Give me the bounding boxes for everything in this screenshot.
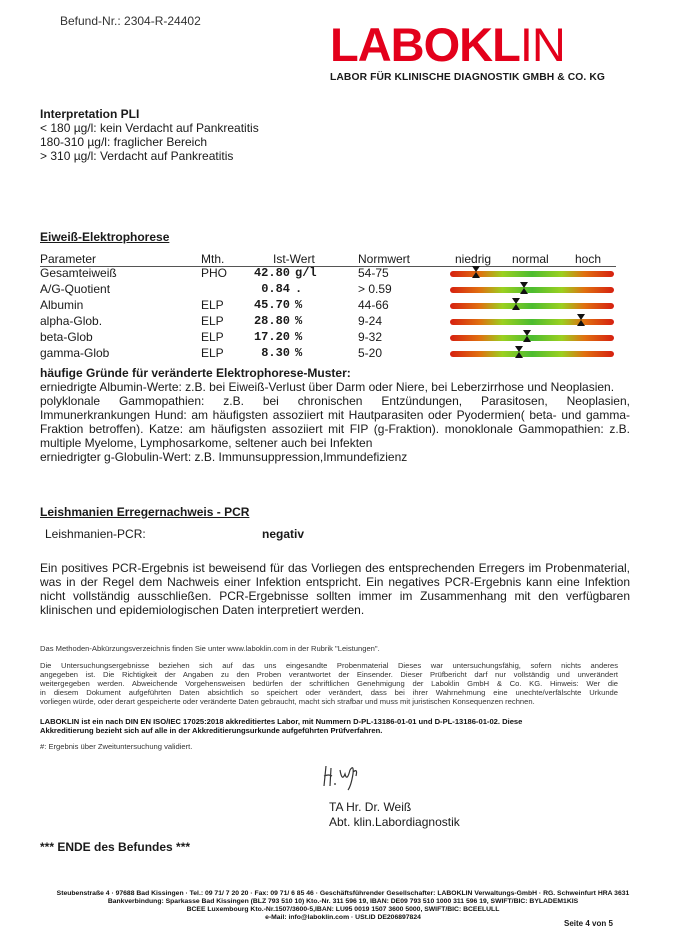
cell-unit: . bbox=[295, 282, 303, 296]
gruende-line: multiple Myelome, Lymphosarkome, seltener auch bei Infekten bbox=[40, 436, 373, 450]
akkreditierung-line: LABOKLIN ist ein nach DIN EN ISO/IEC 17025:2018 akkreditiertes Labor, mit Nummern D-PL-13186-01-01 und D-PL-13186-01-02. Diese bbox=[40, 717, 523, 726]
logo-word-bold: LABOKL bbox=[330, 18, 520, 71]
cell-parameter: beta-Glob bbox=[40, 330, 93, 344]
gruende-line: Fraktion betroffen). Katze: am häufigsten assoziiert mit FIP (g-Fraktion). monoklonale Gammopathien: z.B. bbox=[40, 422, 630, 436]
signature-name: TA Hr. Dr. Weiß bbox=[329, 800, 412, 814]
logo-wordmark bbox=[330, 20, 630, 70]
signature-dept: Abt. klin.Labordiagnostik bbox=[329, 815, 460, 829]
befund-number: Befund-Nr.: 2304-R-24402 bbox=[60, 14, 201, 28]
cell-ist: 0.84 bbox=[261, 282, 290, 296]
range-bar bbox=[450, 303, 614, 309]
cell-parameter: Gesamteiweiß bbox=[40, 266, 117, 280]
cell-ist: 8.30 bbox=[261, 346, 290, 360]
paragraph-line: was in der Regel dem Nachweis einer Infektion entspricht. Ein negatives PCR-Ergebnis kann eine Infektion bbox=[40, 575, 630, 589]
laboklin-logo bbox=[330, 20, 630, 83]
akkreditierung bbox=[40, 717, 618, 735]
table-row bbox=[40, 314, 620, 329]
col-normal: normal bbox=[512, 252, 549, 266]
page-number: Seite 4 von 5 bbox=[564, 919, 613, 928]
footer-line: BCEE Luxembourg Kto.-Nr.1507/3600-5,IBAN: LU95 0019 1507 3600 5000, SWIFT/BIC: BCEELULL bbox=[186, 906, 500, 913]
pli-line: 180-310 µg/l: fraglicher Bereich bbox=[40, 135, 208, 149]
cell-unit: % bbox=[295, 330, 303, 344]
cell-parameter: Albumin bbox=[40, 298, 84, 312]
gruende-line: polyklonale Gammopathien: z.B. bei chronischen Entzündungen, Parasitosen, Neoplasien, bbox=[40, 394, 630, 408]
gruende-line: Immunerkrankungen Hund: am häufigsten assoziiert mit Hautparasiten oder Pyodermien( beta- und gamma- bbox=[40, 408, 630, 422]
leishmanien-result: negativ bbox=[262, 527, 305, 541]
footer-line: Steubenstraße 4 · 97688 Bad Kissingen · Tel.: 09 71/ 7 20 20 · Fax: 09 71/ 6 85 46 · Geschäftsführender Gesellschafter: LABOKLIN Verwaltungs-GmbH · RG. Schweinfurt HRA 3631 bbox=[56, 890, 630, 897]
gruende-line: erniedrigte Albumin-Werte: z.B. bei Eiweiß-Verlust über Darm oder Niere, bei Leberzirrhose und Neoplasien. bbox=[40, 380, 615, 394]
col-norm: Normwert bbox=[358, 252, 411, 266]
col-mth: Mth. bbox=[201, 252, 225, 266]
cell-mth: ELP bbox=[201, 346, 224, 360]
gruende-section bbox=[40, 366, 630, 464]
logo-subtitle: LABOR FÜR KLINISCHE DIAGNOSTIK GMBH & CO. KG bbox=[330, 72, 605, 83]
range-bar bbox=[450, 271, 614, 277]
range-bar bbox=[450, 319, 614, 325]
paragraph-line: Ein positives PCR-Ergebnis ist beweisend für das Vorliegen des entsprechenden Erregers im Probenmaterial, bbox=[40, 561, 630, 575]
range-bar bbox=[450, 335, 614, 341]
cell-ist: 42.80 bbox=[253, 266, 290, 280]
cell-norm: 44-66 bbox=[358, 298, 389, 312]
elektrophorese-title: Eiweiß-Elektrophorese bbox=[40, 230, 170, 244]
cell-ist: 28.80 bbox=[253, 314, 290, 328]
cell-norm: 54-75 bbox=[358, 266, 389, 280]
cell-mth: ELP bbox=[201, 298, 224, 312]
paragraph-line: nicht vollständig ausschließen. PCR-Ergebnisse sollten immer im Zusammenhang mit den verfügbaren bbox=[40, 589, 630, 603]
footer-line: Bankverbindung: Sparkasse Bad Kissingen (BLZ 793 510 10) Kto.-Nr. 311 596 19, IBAN: DE09 793 510 1000 311 596 19, SWIFT/BIC: BYLADEM1KIS bbox=[107, 898, 579, 905]
leishmanien-title: Leishmanien Erregernachweis - PCR bbox=[40, 505, 250, 519]
table-row bbox=[40, 298, 620, 313]
cell-ist: 17.20 bbox=[253, 330, 290, 344]
cell-mth: PHO bbox=[201, 266, 228, 280]
pli-line: > 310 µg/l: Verdacht auf Pankreatitis bbox=[40, 149, 234, 163]
cell-mth: ELP bbox=[201, 314, 224, 328]
range-bar bbox=[450, 287, 614, 293]
cell-norm: > 0.59 bbox=[358, 282, 392, 296]
range-bar bbox=[450, 351, 614, 357]
cell-unit: g/l bbox=[295, 266, 317, 280]
logo-word-thin: IN bbox=[519, 18, 565, 71]
leishmanien-label: Leishmanien-PCR: bbox=[45, 527, 146, 541]
gruende-text bbox=[40, 380, 630, 464]
signature-image bbox=[320, 760, 380, 794]
disclaimer-line: angegeben ist. Die Richtigkeit der Angaben zu den Proben verantwortet der Einsender. Dieser Prüfbericht darf nur vollständig und unverändert bbox=[40, 670, 618, 679]
cell-norm: 9-24 bbox=[358, 314, 383, 328]
table-header bbox=[40, 252, 620, 267]
table-row bbox=[40, 266, 620, 281]
col-hoch: hoch bbox=[575, 252, 602, 266]
paragraph-line: klinischen und epidemiologischen Daten interpretiert werden. bbox=[40, 603, 365, 617]
leishmanien-paragraph bbox=[40, 561, 630, 617]
pli-title: Interpretation PLI bbox=[40, 107, 140, 121]
cell-parameter: alpha-Glob. bbox=[40, 314, 103, 328]
disclaimer bbox=[40, 661, 618, 706]
ende-des-befundes: *** ENDE des Befundes *** bbox=[40, 840, 191, 854]
cell-parameter: gamma-Glob bbox=[40, 346, 110, 360]
col-ist: Ist-Wert bbox=[273, 252, 315, 266]
pli-section bbox=[40, 107, 259, 163]
disclaimer-line: Die Untersuchungsergebnisse beziehen sich auf das uns eingesandte Probenmaterial Dieses war untersuchungsfähig, sofern nichts anderes bbox=[40, 661, 618, 670]
footer bbox=[20, 890, 666, 922]
cell-parameter: A/G-Quotient bbox=[40, 282, 111, 296]
cell-ist: 45.70 bbox=[253, 298, 290, 312]
table-row bbox=[40, 282, 620, 297]
table-row bbox=[40, 330, 620, 345]
cell-unit: % bbox=[295, 298, 303, 312]
footer-line: e-Mail: info@laboklin.com · USt.ID DE206897824 bbox=[265, 914, 421, 921]
disclaimer-line: vorliegen würde, oder derart gespeicherte oder veränderte Daten gebraucht, macht sich strafbar und muss mit juristischen Konsequenzen rechnen. bbox=[40, 697, 535, 706]
gruende-title: häufige Gründe für veränderte Elektrophorese-Muster: bbox=[40, 366, 351, 380]
col-parameter: Parameter bbox=[40, 252, 97, 266]
disclaimer-line: weitergegeben werden. Abweichende Vorgehensweisen bedürfen der schriftlichen Genehmigung der Laboklin GmbH & Co. KG. Hinweis: Wer die bbox=[40, 679, 618, 688]
table-row bbox=[40, 346, 620, 361]
cell-unit: % bbox=[295, 314, 303, 328]
gruende-line: erniedrigter g-Globulin-Wert: z.B. Immunsuppression,Immundefizienz bbox=[40, 450, 408, 464]
disclaimer-line: in diesem Dokument aufgeführten Daten absichtlich so speichert oder verändert, dass bei ihrer Wahrnehmung eine unechte/verfälschte Urkunde bbox=[40, 688, 618, 697]
cell-norm: 5-20 bbox=[358, 346, 383, 360]
cell-unit: % bbox=[295, 346, 303, 360]
methoden-note: Das Methoden-Abkürzungsverzeichnis finden Sie unter www.laboklin.com in der Rubrik "Leistungen". bbox=[40, 644, 380, 653]
pli-line: < 180 µg/l: kein Verdacht auf Pankreatitis bbox=[40, 121, 259, 135]
zweit-note: #: Ergebnis über Zweituntersuchung validiert. bbox=[40, 742, 193, 751]
cell-norm: 9-32 bbox=[358, 330, 383, 344]
col-niedrig: niedrig bbox=[455, 252, 492, 266]
cell-mth: ELP bbox=[201, 330, 224, 344]
akkreditierung-line: Akkreditierung bezieht sich auf alle in der Akkreditierungsurkunde aufgeführten Prüfverfahren. bbox=[40, 726, 383, 735]
